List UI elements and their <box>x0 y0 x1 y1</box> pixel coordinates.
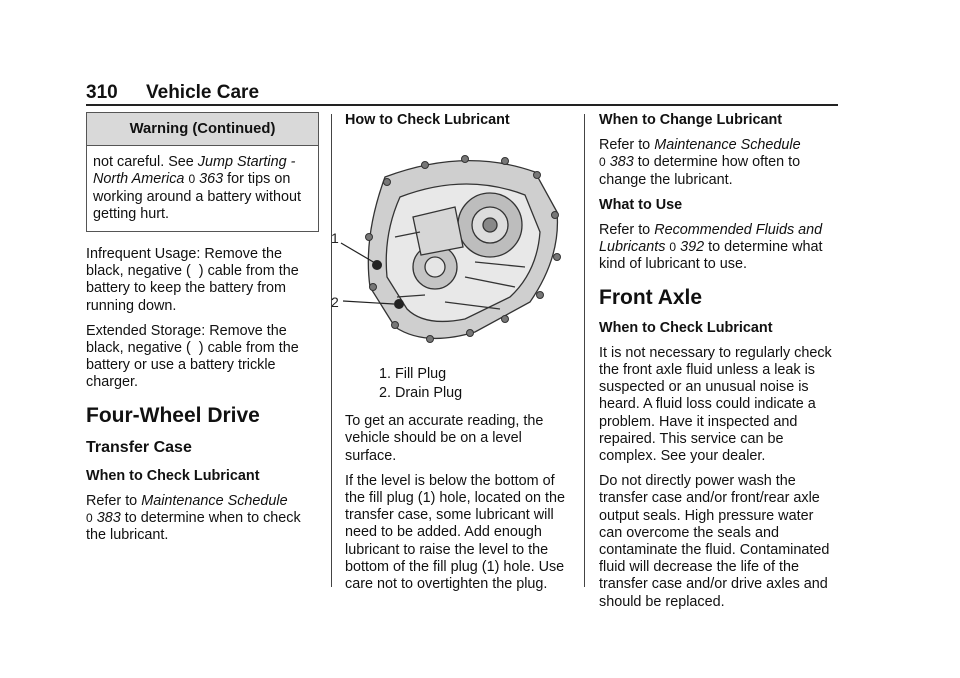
warning-box <box>86 112 319 232</box>
callout-label-2: 2 <box>331 294 339 311</box>
column-2 <box>331 112 573 601</box>
column-1 <box>86 112 322 552</box>
when-to-change-text: Refer to Maintenance Schedule 0 383 to determine how often to change the lubricant. <box>599 137 801 188</box>
column-3 <box>599 112 839 619</box>
section-title: Vehicle Care <box>146 82 260 103</box>
heading-four-wheel-drive: Four-Wheel Drive <box>86 403 260 427</box>
callout-drain-plug: 2. Drain Plug <box>379 385 463 402</box>
page-header <box>86 82 838 106</box>
ref-page-383[interactable]: 383 <box>96 510 121 527</box>
ref-page-383[interactable]: 383 <box>609 154 634 171</box>
extended-storage-text: Extended Storage: Remove the black, negative ( ) cable from the battery or use a battery trickle charger. <box>86 322 299 391</box>
subheading-when-to-check: When to Check Lubricant <box>86 467 260 484</box>
heading-transfer-case: Transfer Case <box>86 438 192 456</box>
when-to-check-text: Refer to Maintenance Schedule 0 383 to determine when to check the lubricant. <box>86 492 301 544</box>
infrequent-usage-text: Infrequent Usage: Remove the black, negative ( ) cable from the battery to keep the battery from running down. <box>86 246 299 314</box>
power-wash-text: Do not directly power wash the transfer case and/or front/rear axle output seals. High pressure water can overcome the seals and contaminate the fluid. Contaminated fluid will decrease the life of the transfer case and/or drive axles and should be replaced. <box>599 473 830 610</box>
ref-icon: 0 <box>86 511 93 526</box>
subheading-when-to-change: When to Change Lubricant <box>599 112 783 128</box>
warning-title: Warning (Continued) <box>87 113 318 146</box>
ref-icon: 0 <box>669 240 677 255</box>
ref-page-363[interactable]: 363 <box>199 171 224 188</box>
callout-list <box>379 365 573 403</box>
column-divider-2 <box>584 114 585 587</box>
link-maintenance-schedule[interactable]: Maintenance Schedule <box>654 137 801 154</box>
subheading-front-axle-when-to-check: When to Check Lubricant <box>599 319 773 336</box>
subheading-how-to-check: How to Check Lubricant <box>345 112 510 128</box>
link-recommended-fluids[interactable]: Recommended Fluids and Lubricants <box>599 222 823 256</box>
ref-icon: 0 <box>188 172 196 187</box>
drain-plug-icon <box>394 299 404 309</box>
transfer-case-diagram-icon <box>325 137 565 361</box>
fill-level-text: If the level is below the bottom of the fill plug (1) hole, located on the transfer case, some lubricant will need to be added. Add enough lubricant to raise the level to the bottom of the fill plug (1) hole. Use care not to overtighten the plug. <box>345 472 565 593</box>
heading-front-axle: Front Axle <box>599 285 703 309</box>
page-number: 310 <box>86 82 118 103</box>
callout-label-1: 1 <box>331 230 339 247</box>
what-to-use-text: Refer to Recommended Fluids and Lubricants 0 392 to determine what kind of lubricant to use. <box>599 222 823 273</box>
link-maintenance-schedule[interactable]: Maintenance Schedule <box>141 492 288 509</box>
ref-icon: 0 <box>599 155 606 170</box>
link-jump-starting[interactable]: Jump Starting - North America <box>93 154 296 188</box>
front-axle-check-text: It is not necessary to regularly check the front axle fluid unless a leak is suspected or an unusual noise is heard. A fluid loss could indicate a problem. Have it inspected and repaired. This service can be complex. See your dealer. <box>599 344 832 465</box>
subheading-what-to-use: What to Use <box>599 196 683 213</box>
level-surface-text: To get an accurate reading, the vehicle should be on a level surface. <box>345 413 544 464</box>
ref-page-392[interactable]: 392 <box>680 239 705 256</box>
warning-body: not careful. See Jump Starting - North America 0 363 for tips on working around a battery without getting hurt. <box>93 154 301 222</box>
callout-fill-plug: 1. Fill Plug <box>379 366 447 383</box>
header-rule <box>86 104 838 106</box>
